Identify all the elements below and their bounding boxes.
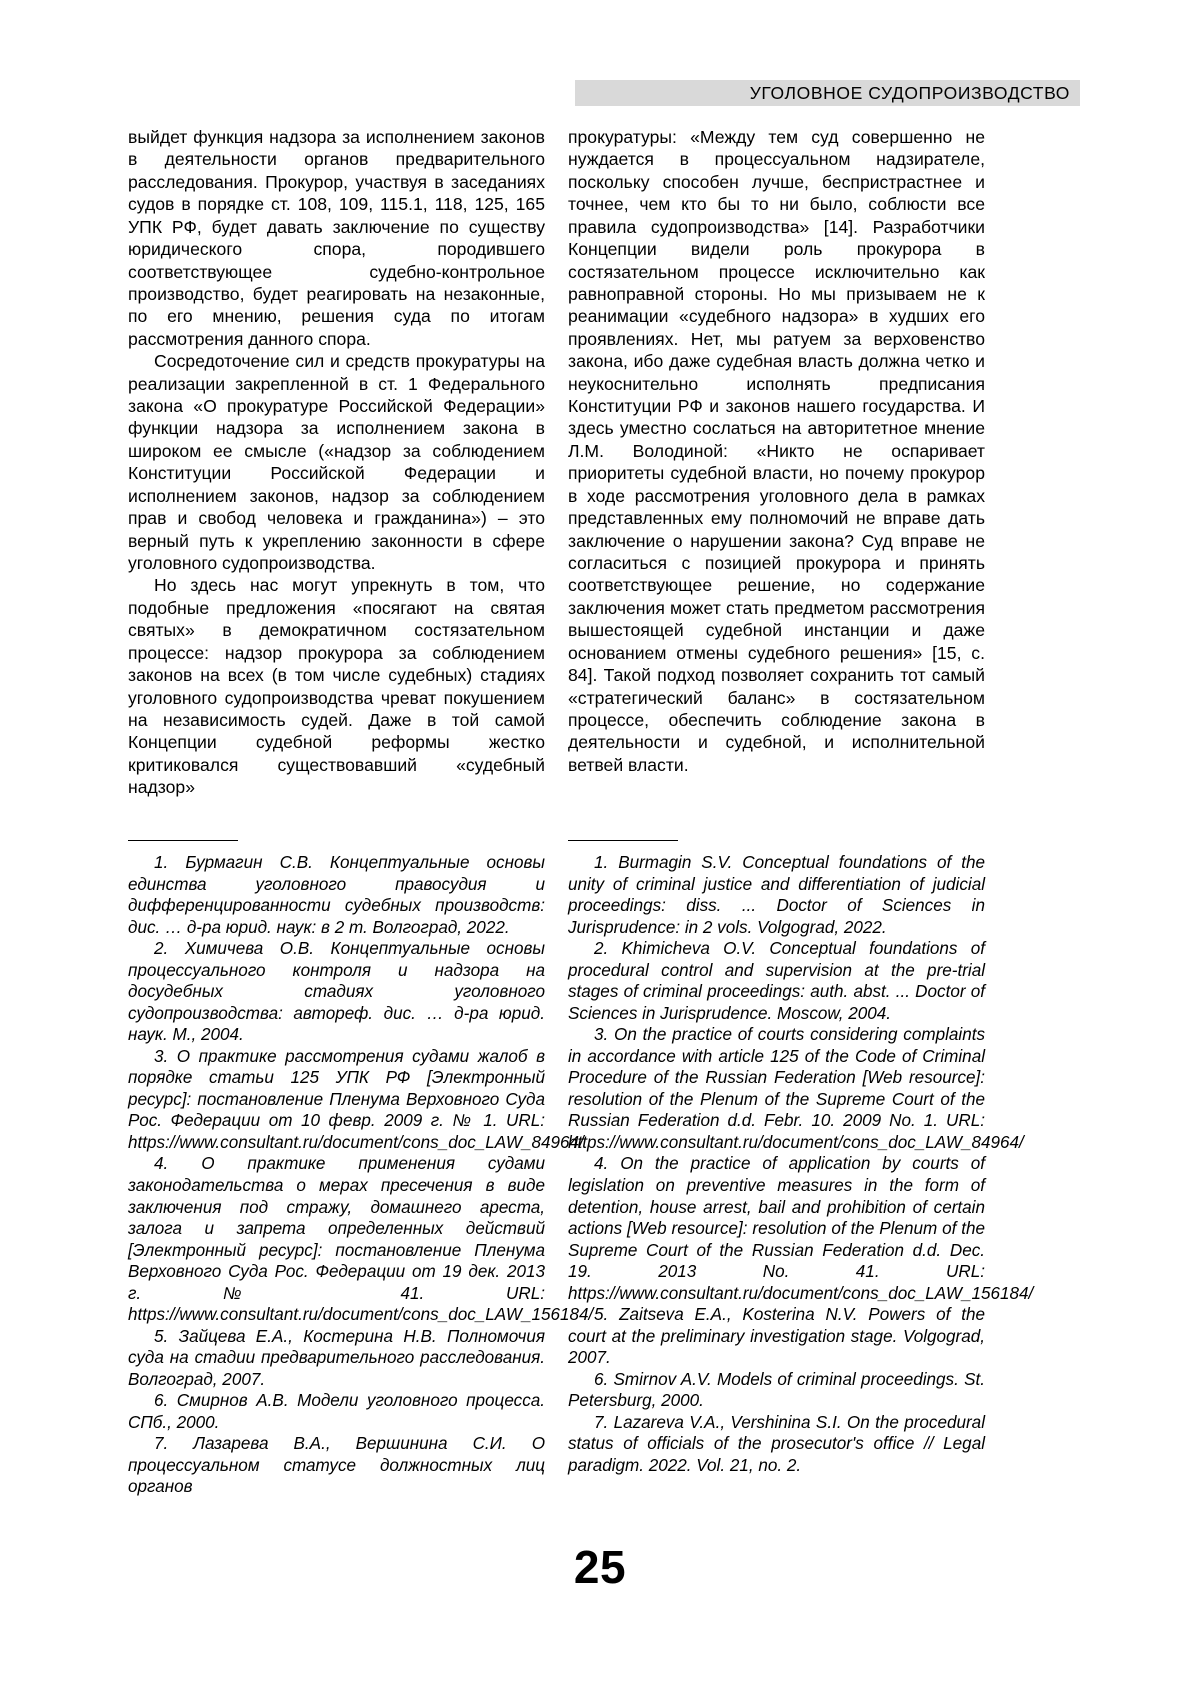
body-paragraph: Но здесь нас могут упрекнуть в том, что подобные предложения «посягают на святая святых» в демократичном состязательном процессе: надзор прокурора за соблюдением законов на всех (в том числе судебных) стадиях уголовного судопроизводства чреват покушением на независимость судей. Даже в той самой Концепции судебной реформы жестко критиковался существовавший «судебный надзор»: [128, 575, 545, 798]
body-paragraph: Сосредоточение сил и средств прокуратуры на реализации закрепленной в ст. 1 Федерального закона «О прокуратуре Российской Федерации» функции надзора за исполнением закона в широком ее смысле («надзор за соблюдением Конституции Российской Федерации и исполнением законов, надзор за соблюдением прав и свобод человека и гражданина») – это верный путь к укреплению законности в сфере уголовного судопроизводства.: [128, 351, 545, 574]
reference-item: 7. Lazareva V.A., Vershinina S.I. On the procedural status of officials of the prosecutor's office // Legal paradigm. 2022. Vol. 21, no. 2.: [568, 1412, 985, 1475]
reference-item: 3. О практике рассмотрения судами жалоб в порядке статьи 125 УПК РФ [Электронный ресурс]: постановление Пленума Верховного Суда Рос. Федерации от 10 февр. 2009 г. № 1. URL: https://www.consultant.ru/document/cons_doc_LAW_84964/: [128, 1046, 584, 1152]
reference-item: 4. On the practice of application by courts of legislation on preventive measures in the form of detention, house arrest, bail and prohibition of certain actions [Web resource]: resolution of the Plenum of the Supreme Court of the Russian Federation d.d. Dec. 19. 2013 No. 41. URL: https://www.consultant.ru/document/cons_doc_LAW_156184/: [568, 1154, 1034, 1303]
body-column-right: [568, 126, 985, 776]
reference-item: 6. Smirnov A.V. Models of criminal proceedings. St. Petersburg, 2000.: [568, 1369, 985, 1411]
running-head-title: УГОЛОВНОЕ СУДОПРОИЗВОДСТВО: [749, 82, 1070, 103]
reference-item: 1. Бурмагин С.В. Концептуальные основы единства уголовного правосудия и дифференцированности судебных производств: дис. … д-ра юрид. наук: в 2 т. Волгоград, 2022.: [128, 853, 545, 937]
reference-item: 5. Zaitseva E.A., Kosterina N.V. Powers of the court at the preliminary investigation stage. Volgograd, 2007.: [568, 1305, 985, 1368]
reference-item: 4. О практике применения судами законодательства о мерах пресечения в виде заключения под стражу, домашнего ареста, залога и запрета определенных действий [Электронный ресурс]: постановление Пленума Верховного Суда Рос. Федерации от 19 дек. 2013 г. № 41. URL: https://www.consultant.ru/document/cons_doc_LAW_156184/: [128, 1154, 594, 1325]
body-paragraph: выйдет функция надзора за исполнением законов в деятельности органов предварительного расследования. Прокурор, участвуя в заседаниях судов в порядке ст. 108, 109, 115.1, 118, 125, 165 УПК РФ, будет давать заключение по существу юридического спора, породившего соответствующее судебно-контрольное производство, будет реагировать на незаконные, по его мнению, решения суда по итогам рассмотрения данного спора.: [128, 127, 545, 349]
body-column-left: [128, 126, 545, 799]
page-number: 25: [573, 1541, 627, 1593]
references-english: [568, 840, 1034, 1476]
body-paragraph: прокуратуры: «Между тем суд совершенно не нуждается в процессуальном надзирателе, поскольку способен лучше, беспристрастнее и точнее, чем кто бы то ни было, соблюсти все правила судопроизводства» [14]. Разработчики Концепции видели роль прокурора в состязательном процессе исключительно как равноправной стороны. Но мы призываем не к реанимации «судебного надзора» в худших его проявлениях. Нет, мы ратуем за верховенство закона, ибо даже судебная власть должна четко и неукоснительно исполнять предписания Конституции РФ и законов нашего государства. И здесь уместно сослаться на авторитетное мнение Л.М. Володиной: «Никто не оспаривает приоритеты судебной власти, но почему прокурор в ходе рассмотрения уголовного дела в рамках представленных ему полномочий не вправе дать заключение о нарушении закона? Суд вправе не согласиться с позицией прокурора и принять соответствующее решение, но содержание заключения может стать предметом рассмотрения вышестоящей судебной инстанции и даже основанием отмены судебного решения» [15, с. 84]. Такой подход позволяет сохранить тот самый «стратегический баланс» в состязательном процессе, обеспечить соблюдение закона в деятельности и судебной, и исполнительной ветвей власти.: [568, 127, 985, 775]
reference-item: 3. On the practice of courts considering complaints in accordance with article 125 of the Code of Criminal Procedure of the Russian Federation [Web resource]: resolution of the Plenum of the Supreme Court of the Russian Federation d.d. Febr. 10. 2009 No. 1. URL: https://www.consultant.ru/document/cons_doc_LAW_84964/: [568, 1025, 1024, 1152]
references-russian: [128, 840, 594, 1498]
footnote-rule: [128, 840, 238, 841]
reference-item: 6. Смирнов А.В. Модели уголовного процесса. СПб., 2000.: [128, 1391, 545, 1432]
reference-item: 2. Химичева О.В. Концептуальные основы процессуального контроля и надзора на досудебных стадиях уголовного судопроизводства: автореф. дис. … д-ра юрид. наук. М., 2004.: [128, 939, 545, 1045]
reference-item: 7. Лазарева В.А., Вершинина С.И. О процессуальном статусе должностных лиц органов: [128, 1434, 545, 1497]
reference-item: 2. Khimicheva O.V. Conceptual foundations of procedural control and supervision at the pre-trial stages of criminal proceedings: auth. abst. ... Doctor of Sciences in Jurisprudence. Moscow, 2004.: [568, 939, 985, 1023]
reference-item: 1. Burmagin S.V. Conceptual foundations of the unity of criminal justice and differentiation of judicial proceedings: diss. ... Doctor of Sciences in Jurisprudence: in 2 vols. Volgograd, 2022.: [568, 853, 985, 937]
reference-item: 5. Зайцева Е.А., Костерина Н.В. Полномочия суда на стадии предварительного расследования. Волгоград, 2007.: [128, 1326, 545, 1389]
footnote-rule: [568, 840, 678, 841]
running-head: [575, 80, 1080, 106]
